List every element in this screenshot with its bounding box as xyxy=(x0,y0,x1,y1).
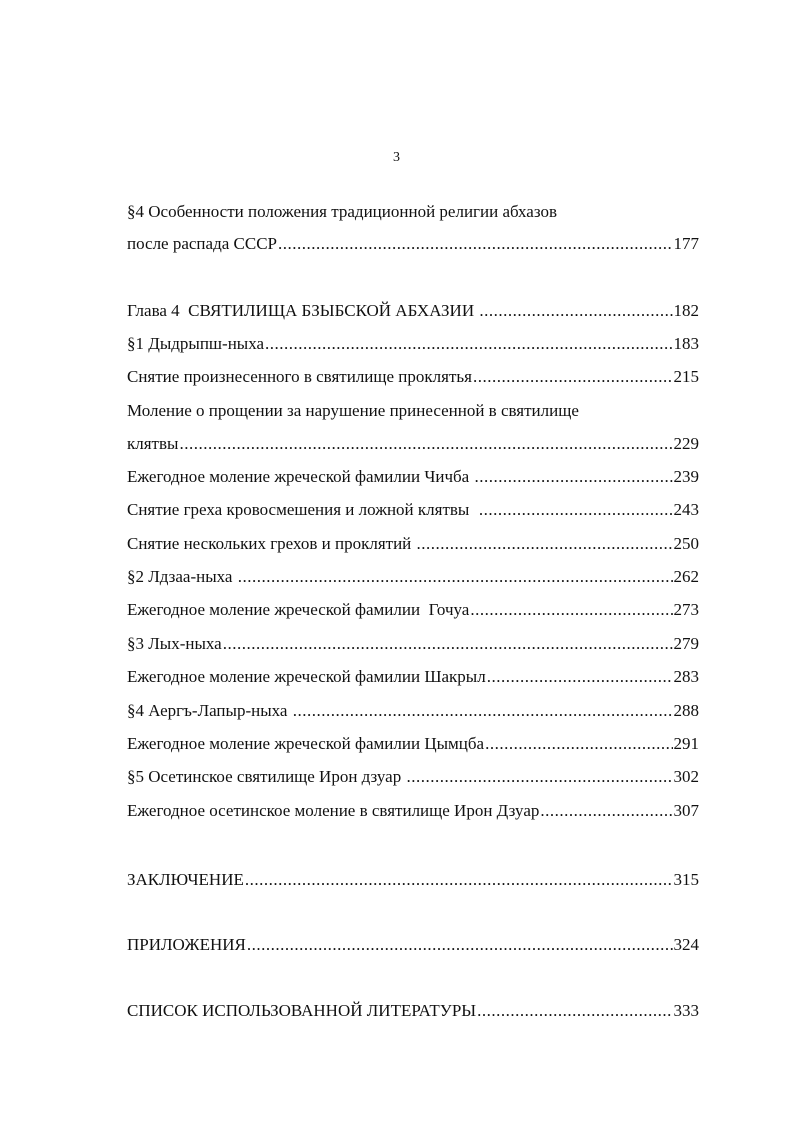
dot-leader xyxy=(223,633,673,655)
toc-page-number: 324 xyxy=(673,935,699,954)
toc-entry-section-4-line1: §4 Особенности положения традиционной религии абхазов xyxy=(127,202,557,221)
toc-label: §5 Осетинское святилище Ирон дзуар xyxy=(127,767,406,786)
toc-entry-16 xyxy=(127,800,699,822)
toc-page-number: 283 xyxy=(673,667,699,686)
toc-page-number: 288 xyxy=(673,701,699,720)
toc-entry-13 xyxy=(127,700,699,722)
toc-entry-8 xyxy=(127,533,699,555)
toc-entry-14 xyxy=(127,733,699,755)
toc-label: Ежегодное моление жреческой фамилии Гочуа xyxy=(127,600,470,619)
toc-page-number: 333 xyxy=(673,1001,699,1020)
toc-entry-bibliography xyxy=(127,1000,699,1022)
toc-page-number: 243 xyxy=(673,500,699,519)
dot-leader xyxy=(238,566,673,588)
toc-entry-15 xyxy=(127,766,699,788)
toc-label: Снятие греха кровосмешения и ложной клятвы xyxy=(127,500,478,519)
dot-leader xyxy=(265,333,672,355)
toc-entry-6 xyxy=(127,466,699,488)
toc-entry-10 xyxy=(127,599,699,621)
toc-page-number: 239 xyxy=(673,467,699,486)
page-number: 3 xyxy=(393,150,400,165)
dot-leader xyxy=(479,499,673,521)
toc-label: §3 Лых-ныха xyxy=(127,634,222,653)
toc-page-number: 177 xyxy=(673,234,699,253)
toc-label: Глава 4 СВЯТИЛИЩА БЗЫБСКОЙ АБХАЗИИ xyxy=(127,301,479,320)
toc-label: §1 Дыдрыпш-ныха xyxy=(127,334,265,353)
toc-page-number: 302 xyxy=(673,767,699,786)
toc-entry-5-line1: Моление о прощении за нарушение принесенной в святилище xyxy=(127,401,579,420)
toc-entry-section-4-line2 xyxy=(127,233,699,255)
dot-leader xyxy=(247,934,673,956)
toc-label: Ежегодное осетинское моление в святилище Ирон Дзуар xyxy=(127,801,540,820)
toc-page-number: 182 xyxy=(673,301,699,320)
toc-page-number: 279 xyxy=(673,634,699,653)
toc-label: ПРИЛОЖЕНИЯ xyxy=(127,935,246,954)
toc-label: ЗАКЛЮЧЕНИЕ xyxy=(127,870,244,889)
toc-label: Ежегодное моление жреческой фамилии Чичба xyxy=(127,467,474,486)
toc-label: СПИСОК ИСПОЛЬЗОВАННОЙ ЛИТЕРАТУРЫ xyxy=(127,1001,477,1020)
dot-leader xyxy=(470,599,672,621)
toc-label: §2 Лдзаа-ныха xyxy=(127,567,237,586)
toc-entry-chapter-4 xyxy=(127,300,699,322)
toc-page-number: 262 xyxy=(673,567,699,586)
toc-entry-3 xyxy=(127,333,699,355)
dot-leader xyxy=(278,233,673,255)
dot-leader xyxy=(293,700,673,722)
toc-entry-12 xyxy=(127,666,699,688)
toc-entry-9 xyxy=(127,566,699,588)
toc-page-number: 291 xyxy=(673,734,699,753)
toc-page-number: 307 xyxy=(673,801,699,820)
dot-leader xyxy=(479,300,672,322)
toc-entry-7 xyxy=(127,499,699,521)
toc-label: клятвы xyxy=(127,434,179,453)
dot-leader xyxy=(179,433,672,455)
toc-entry-4 xyxy=(127,366,699,388)
toc-page-number: 250 xyxy=(673,534,699,553)
toc-page-number: 273 xyxy=(673,600,699,619)
toc-label: после распада СССР xyxy=(127,234,277,253)
toc-entry-11 xyxy=(127,633,699,655)
dot-leader xyxy=(406,766,672,788)
dot-leader xyxy=(477,1000,672,1022)
toc-page-number: 215 xyxy=(673,367,699,386)
toc-entry-conclusion xyxy=(127,869,699,891)
toc-page-number: 183 xyxy=(673,334,699,353)
dot-leader xyxy=(474,466,672,488)
toc-label: §4 Аергъ-Лапыр-ныха xyxy=(127,701,292,720)
toc-entry-5-line2 xyxy=(127,433,699,455)
toc-entry-appendices xyxy=(127,934,699,956)
toc-label: Снятие нескольких грехов и проклятий xyxy=(127,534,416,553)
dot-leader xyxy=(417,533,673,555)
toc-label: Ежегодное моление жреческой фамилии Цымцба xyxy=(127,734,485,753)
toc-page-number: 229 xyxy=(673,434,699,453)
toc-page-number: 315 xyxy=(673,870,699,889)
dot-leader xyxy=(473,366,673,388)
dot-leader xyxy=(245,869,673,891)
dot-leader xyxy=(540,800,672,822)
dot-leader xyxy=(487,666,673,688)
dot-leader xyxy=(485,733,672,755)
toc-label: Снятие произнесенного в святилище проклятья xyxy=(127,367,472,386)
toc-label: Ежегодное моление жреческой фамилии Шакрыл xyxy=(127,667,486,686)
